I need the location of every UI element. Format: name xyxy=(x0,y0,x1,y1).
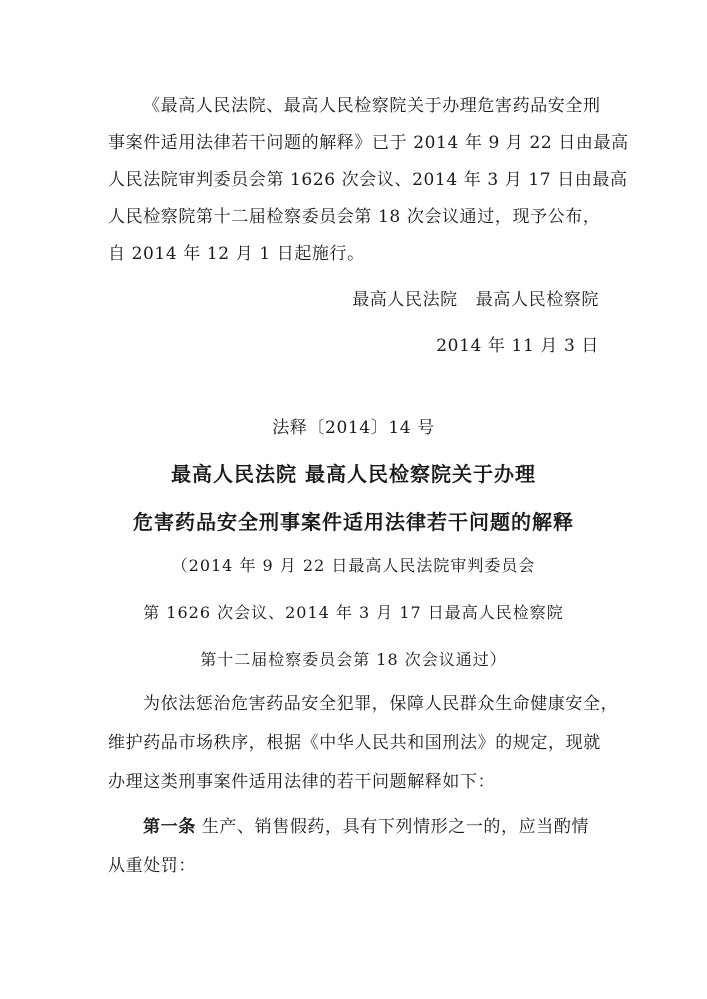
document-subtitle-line-2: 第 1626 次会议、2014 年 3 月 17 日最高人民检察院 xyxy=(143,603,564,622)
article-1-line-2: 从重处罚： xyxy=(108,856,196,876)
announcement-date: 2014 年 11 月 3 日 xyxy=(436,336,599,356)
announcement-line-4: 人民检察院第十二届检察委员会第 18 次会议通过，现予公布， xyxy=(108,207,601,227)
document-subtitle-line-3: 第十二届检察委员会第 18 次会议通过） xyxy=(200,650,507,669)
article-1-label: 第一条 xyxy=(143,817,196,837)
document-title-line-1: 最高人民法院 最高人民检察院关于办理 xyxy=(171,462,536,486)
document-number: 法释〔2014〕14 号 xyxy=(272,418,435,438)
announcement-line-2: 事案件适用法律若干问题的解释》已于 2014 年 9 月 22 日由最高 xyxy=(108,133,629,153)
announcement-line-5: 自 2014 年 12 月 1 日起施行。 xyxy=(108,244,365,264)
preamble-line-2: 维护药品市场秩序，根据《中华人民共和国刑法》的规定，现就 xyxy=(108,733,601,753)
preamble-line-1: 为依法惩治危害药品安全犯罪，保障人民群众生命健康安全， xyxy=(143,694,619,714)
announcement-line-1: 《最高人民法院、最高人民检察院关于办理危害药品安全刑 xyxy=(143,96,601,116)
document-title-line-2: 危害药品安全刑事案件适用法律若干问题的解释 xyxy=(133,510,574,534)
article-1-line-1 xyxy=(143,815,643,839)
announcement-line-3: 人民法院审判委员会第 1626 次会议、2014 年 3 月 17 日由最高 xyxy=(108,170,628,190)
article-1-text: 生产、销售假药，具有下列情形之一的，应当酌情 xyxy=(195,817,590,837)
document-subtitle-line-1: （2014 年 9 月 22 日最高人民法院审判委员会 xyxy=(171,556,536,575)
announcement-issuers: 最高人民法院 最高人民检察院 xyxy=(352,290,599,310)
preamble-line-3: 办理这类刑事案件适用法律的若干问题解释如下： xyxy=(108,772,496,792)
